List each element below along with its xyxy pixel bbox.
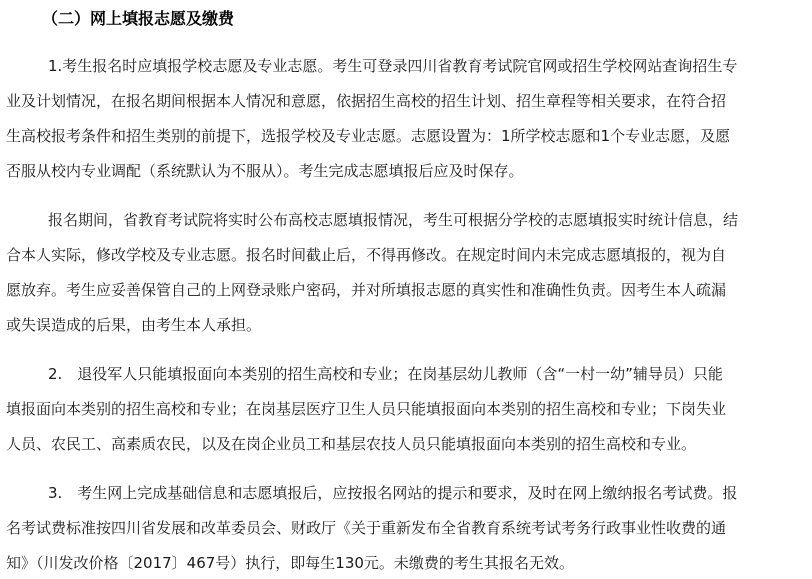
section-heading: （二）网上填报志愿及缴费 [42, 9, 235, 28]
paragraph-line: 3. 考生网上完成基础信息和志愿填报后，应按报名网站的提示和要求，及时在网上缴纳报名考试费。报 [48, 484, 738, 502]
paragraph-line: 知》（川发改价格〔2017〕467号）执行，即每生130元。未缴费的考生其报名无效。 [6, 554, 574, 572]
paragraph-line: 生高校报考条件和招生类别的前提下，选报学校及专业志愿。志愿设置为：1所学校志愿和1个专业志愿，及愿 [6, 127, 731, 145]
paragraph-line: 或失误造成的后果，由考生本人承担。 [6, 316, 262, 334]
paragraph-line: 名考试费标准按四川省发展和改革委员会、财政厅《关于重新发布全省教育系统考试考务行政事业性收费的通 [6, 519, 727, 537]
paragraph-line: 1.考生报名时应填报学校志愿及专业志愿。考生可登录四川省教育考试院官网或招生学校网站查询招生专 [48, 57, 738, 75]
paragraph-line: 否服从校内专业调配（系统默认为不服从）。考生完成志愿填报后应及时保存。 [6, 162, 524, 180]
paragraph-line: 人员、农民工、高素质农民，以及在岗企业员工和基层农技人员只能填报面向本类别的招生高校和专业。 [6, 435, 697, 453]
paragraph-line: 报名期间，省教育考试院将实时公布高校志愿填报情况，考生可根据分学校的志愿填报实时统计信息，结 [48, 211, 739, 229]
paragraph-line: 愿放弃。考生应妥善保管自己的上网登录账户密码，并对所填报志愿的真实性和准确性负责。因考生本人疏漏 [6, 281, 727, 299]
paragraph-line: 填报面向本类别的招生高校和专业；在岗基层医疗卫生人员只能填报面向本类别的招生高校和专业；下岗失业 [6, 400, 727, 418]
paragraph-line: 2. 退役军人只能填报面向本类别的招生高校和专业；在岗基层幼儿教师（含“一村一幼”辅导员）只能 [48, 365, 723, 383]
paragraph-line: 业及计划情况，在报名期间根据本人情况和意愿，依据招生高校的招生计划、招生章程等相关要求，在符合招 [6, 92, 727, 110]
paragraph-line: 合本人实际，修改学校及专业志愿。报名时间截止后，不得再修改。在规定时间内未完成志愿填报的，视为自 [6, 246, 727, 264]
